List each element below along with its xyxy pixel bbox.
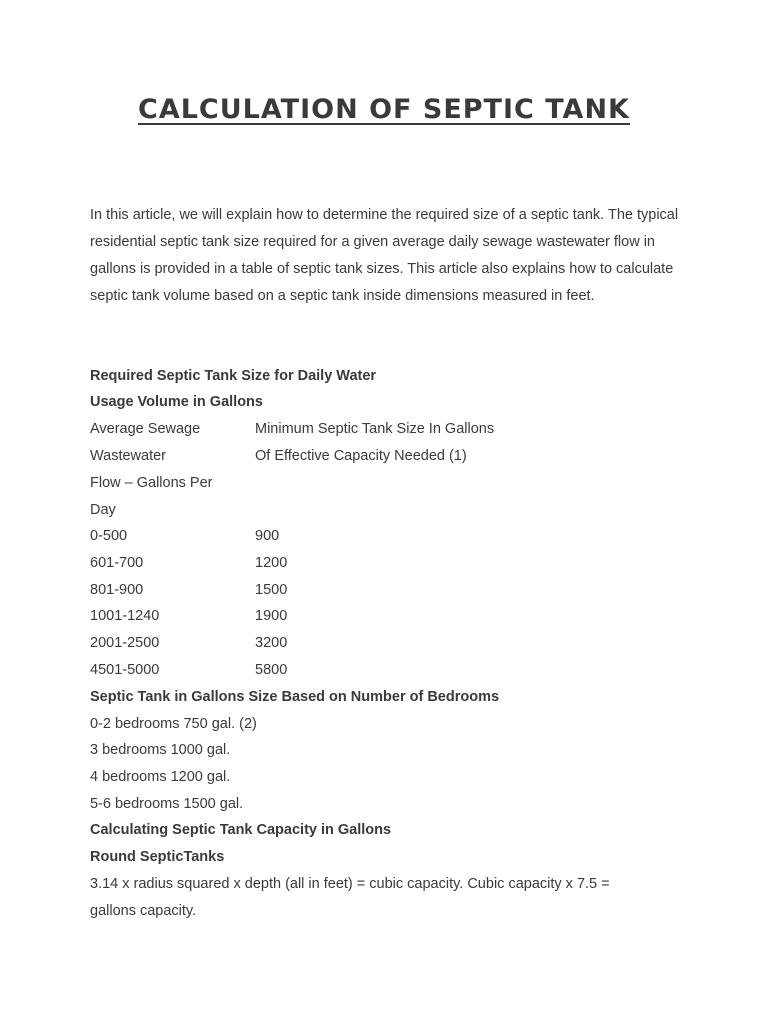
bedroom-size-item: 5-6 bedrooms 1500 gal. [90, 796, 244, 812]
table-row-size: 5800 [255, 662, 288, 678]
table-header-flow-line2: Wastewater [90, 448, 167, 464]
intro-paragraph: In this article, we will explain how to determine the required size of a septic tank. The typical residential septic tank size required for a given average daily sewage wastewater flow in gallons is provided in a table of septic tank sizes. This article also explains how to calculate septic tank volume based on a septic tank inside dimensions measured in feet. [90, 207, 679, 304]
table-header-flow-line1: Average Sewage [90, 421, 201, 437]
table-row-size: 1900 [255, 608, 288, 624]
section3-subheading: Round SepticTanks [90, 849, 225, 865]
table-row-flow: 801-900 [90, 582, 144, 598]
page-title-text: CALCULATION OF SEPTIC TANK [138, 94, 630, 125]
formula-line2: gallons capacity. [90, 903, 197, 919]
bedroom-size-item: 0-2 bedrooms 750 gal. (2) [90, 716, 257, 732]
page-title [0, 94, 768, 125]
table-row-flow: 1001-1240 [90, 608, 160, 624]
table-row-flow: 4501-5000 [90, 662, 160, 678]
table-row-flow: 2001-2500 [90, 635, 160, 651]
section1-heading-line1: Required Septic Tank Size for Daily Water [90, 368, 377, 384]
table-row-size: 1500 [255, 582, 288, 598]
section3-heading: Calculating Septic Tank Capacity in Gallons [90, 822, 392, 838]
section2-heading: Septic Tank in Gallons Size Based on Number of Bedrooms [90, 689, 500, 705]
table-header-size-line2: Of Effective Capacity Needed (1) [255, 448, 467, 464]
formula-line1: 3.14 x radius squared x depth (all in feet) = cubic capacity. Cubic capacity x 7.5 = [90, 876, 610, 892]
table-row-size: 1200 [255, 555, 288, 571]
table-header-flow-line3: Flow – Gallons Per [90, 475, 213, 491]
table-row-size: 3200 [255, 635, 288, 651]
table-header-flow-line4: Day [90, 502, 116, 518]
table-row-flow: 0-500 [90, 528, 128, 544]
table-row-size: 900 [255, 528, 280, 544]
table-row-flow: 601-700 [90, 555, 144, 571]
section1-heading-line2: Usage Volume in Gallons [90, 394, 263, 410]
bedroom-size-item: 3 bedrooms 1000 gal. [90, 742, 231, 758]
bedroom-size-item: 4 bedrooms 1200 gal. [90, 769, 231, 785]
table-header-size-line1: Minimum Septic Tank Size In Gallons [255, 421, 495, 437]
